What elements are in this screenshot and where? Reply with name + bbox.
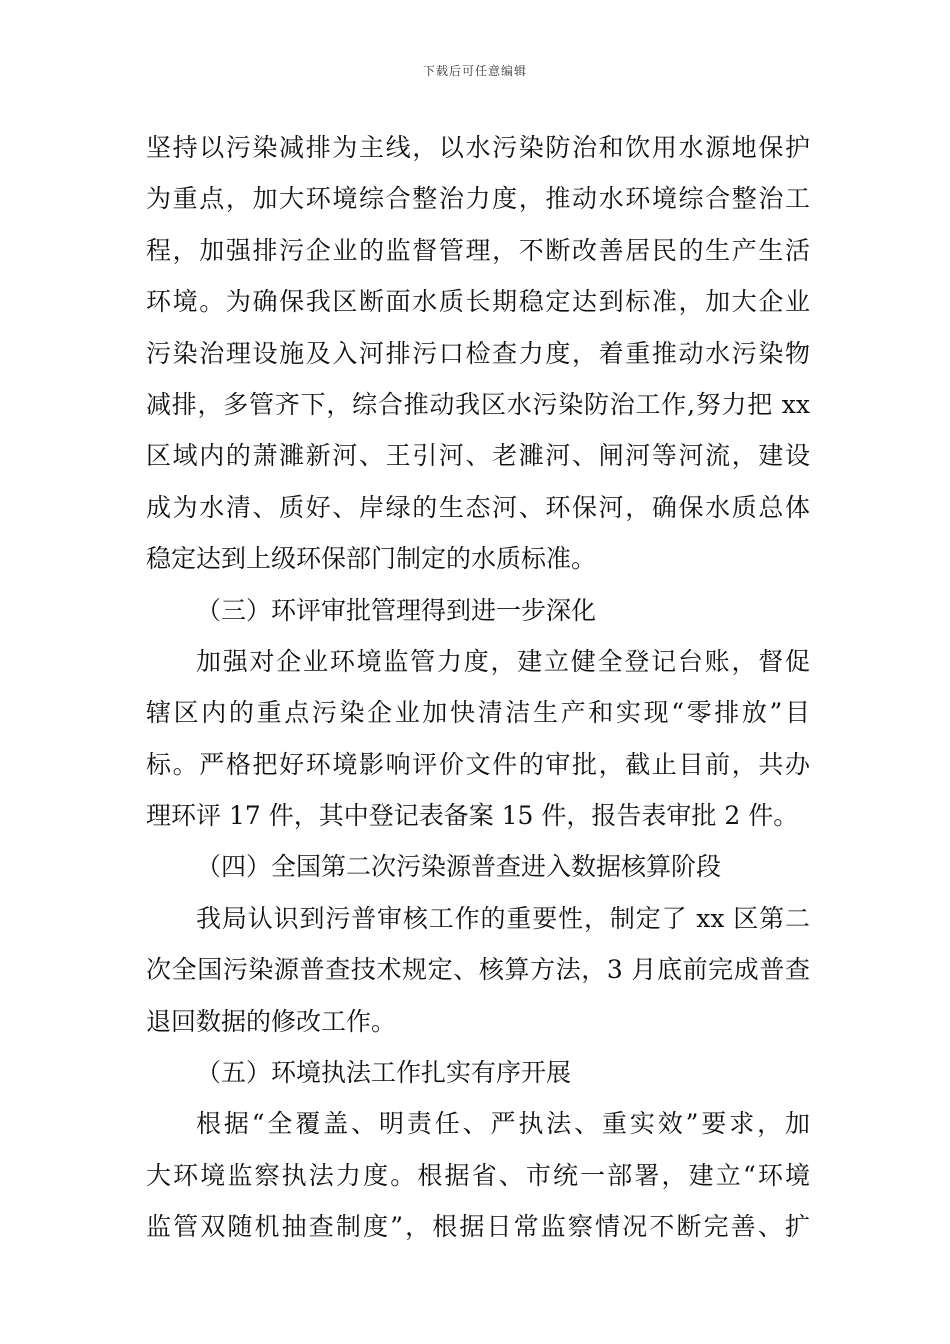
paragraph-line: 区域内的萧濉新河、王引河、老濉河、闸河等河流，建设: [146, 441, 810, 471]
paragraph-line: 为重点，加大环境综合整治力度，推动水环境综合整治工: [146, 184, 810, 214]
paragraph-line: 程，加强排污企业的监督管理，不断改善居民的生产生活: [146, 235, 810, 265]
section-heading: （四）全国第二次污染源普查进入数据核算阶段: [196, 852, 722, 882]
paragraph-line: 监管双随机抽查制度”，根据日常监察情况不断完善、扩: [146, 1212, 810, 1242]
section-heading: （五）环境执法工作扎实有序开展: [196, 1058, 572, 1088]
paragraph-line: 加强对企业环境监管力度，建立健全登记台账，督促: [196, 646, 810, 676]
paragraph-line: 理环评 17 件，其中登记表备案 15 件，报告表审批 2 件。: [146, 801, 799, 831]
paragraph-line: 根据“全覆盖、明责任、严执法、重实效”要求，加: [196, 1109, 810, 1139]
paragraph-line: 稳定达到上级环保部门制定的水质标准。: [146, 544, 597, 574]
paragraph-line: 标。严格把好环境影响评价文件的审批，截止目前，共办: [146, 749, 810, 779]
paragraph-line: 减排，多管齐下，综合推动我区水污染防治工作,努力把 xx: [146, 389, 810, 419]
paragraph-line: 我局认识到污普审核工作的重要性，制定了 xx 区第二: [196, 903, 810, 933]
paragraph-line: 退回数据的修改工作。: [146, 1006, 397, 1036]
paragraph-line: 辖区内的重点污染企业加快清洁生产和实现“零排放”目: [146, 698, 810, 728]
document-body: [146, 122, 810, 1253]
section-heading: （三）环评审批管理得到进一步深化: [196, 595, 597, 625]
paragraph-line: 次全国污染源普查技术规定、核算方法，3 月底前完成普查: [146, 955, 810, 985]
paragraph-line: 坚持以污染减排为主线，以水污染防治和饮用水源地保护: [146, 133, 810, 162]
page-header: 下载后可任意编辑: [422, 64, 527, 78]
paragraph-line: 环境。为确保我区断面水质长期稳定达到标准，加大企业: [146, 287, 810, 317]
paragraph-line: 成为水清、质好、岸绿的生态河、环保河，确保水质总体: [146, 492, 810, 522]
paragraph-line: 大环境监察执法力度。根据省、市统一部署，建立“环境: [146, 1160, 810, 1190]
paragraph-line: 污染治理设施及入河排污口检查力度，着重推动水污染物: [146, 338, 810, 368]
